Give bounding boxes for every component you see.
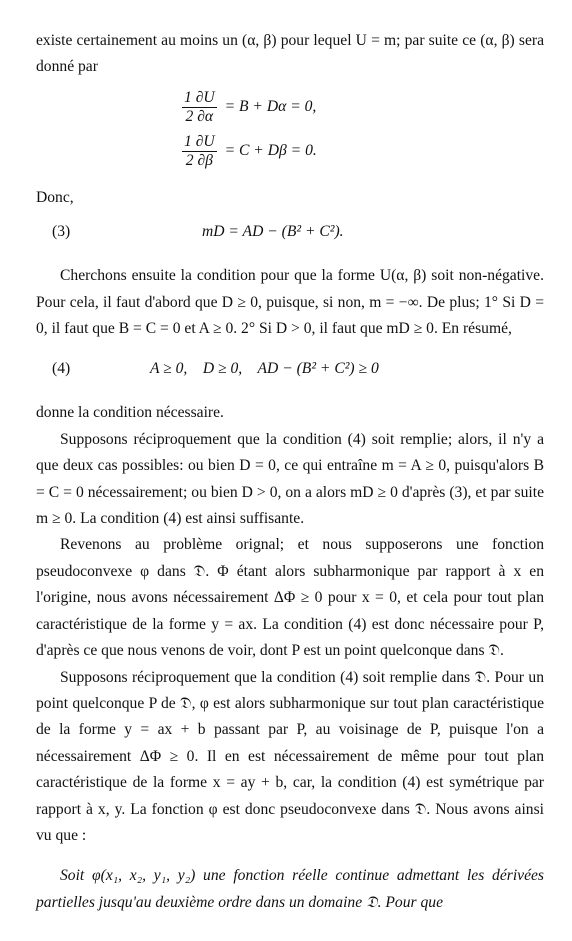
equation-4 [36, 356, 544, 386]
equation-dU-dbeta-numerator: 1 ∂U [184, 132, 215, 150]
paragraph-4: Supposons réciproquement que la condition (4) soit remplie; alors, il n'y a que deux cas possibles: ou bien D = 0, ce qui entraîne m = A ≥ 0, puisqu'alors B = C = 0 nécessairement; ou bien D > 0, on a alors mD ≥ 0 d'après (3), et par suite m ≥ 0. La condition (4) est ainsi suffisante. [36, 430, 544, 528]
paragraph-3: donne la condition nécessaire. [36, 404, 224, 422]
paragraph-6: Supposons réciproquement que la condition (4) soit remplie dans 𝔇. Pour un point quelconque P de 𝔇, φ est alors subharmonique sur tout plan caractéristique de la forme y = ax + b passant par P, au voisinage de P, puisque l'on a nécessairement ΔΦ ≥ 0. Il en est nécessairement de même pour tout plan caractéristique de la forme x = ay + b, car, la condition (4) est symétrique par rapport à x, y. La fonction φ est donc pseudoconvexe dans 𝔇. Nous avons ainsi vu que : [36, 668, 544, 844]
equation-dU-dalpha-denominator: 2 ∂α [185, 107, 214, 125]
equation-dU-dbeta [36, 133, 544, 177]
paragraph-1: existe certainement au moins un (α, β) pour lequel U = m; par suite ce (α, β) sera donné par [36, 32, 544, 76]
equation-dU-dbeta-rhs: = C + Dβ = 0. [224, 142, 317, 160]
paragraph-2: Cherchons ensuite la condition pour que la forme U(α, β) soit non-négative. Pour cela, il faut d'abord que D ≥ 0, puisque, si non, m = −∞. De plus; 1° Si D = 0, il faut que B = C = 0 et A ≥ 0. 2° Si D > 0, il faut que mD ≥ 0. En résumé, [36, 267, 544, 338]
equation-4-label: (4) [52, 360, 71, 378]
equation-dU-dalpha [36, 89, 544, 133]
equation-dU-dalpha-numerator: 1 ∂U [184, 88, 215, 106]
equation-4-body: A ≥ 0, D ≥ 0, AD − (B² + C²) ≥ 0 [150, 360, 379, 378]
equation-3-label: (3) [52, 223, 71, 241]
equation-3-body: mD = AD − (B² + C²). [202, 223, 344, 241]
equation-dU-dbeta-denominator: 2 ∂β [185, 151, 213, 169]
theorem-paragraph: Soit φ(x₁, x₂, y₁, y₂) une fonction réelle continue admettant les dérivées partielles jusqu'au deuxième ordre dans un domaine 𝔇. Pour que [36, 867, 544, 911]
page-body [36, 28, 544, 916]
equation-3 [36, 219, 544, 249]
donc-line: Donc, [36, 188, 74, 206]
equation-dU-dalpha-rhs: = B + Dα = 0, [224, 98, 317, 116]
paragraph-5: Revenons au problème orignal; et nous supposerons une fonction pseudoconvexe φ dans 𝔇. Φ étant alors subharmonique par rapport à x en l'origine, nous avons nécessairement ΔΦ ≥ 0 pour x = 0, et cela pour tout plan caractéristique de la forme y = ax. La condition (4) est donc nécessaire pour P, d'après ce que nous venons de voir, dont P est un point quelconque dans 𝔇. [36, 536, 544, 660]
